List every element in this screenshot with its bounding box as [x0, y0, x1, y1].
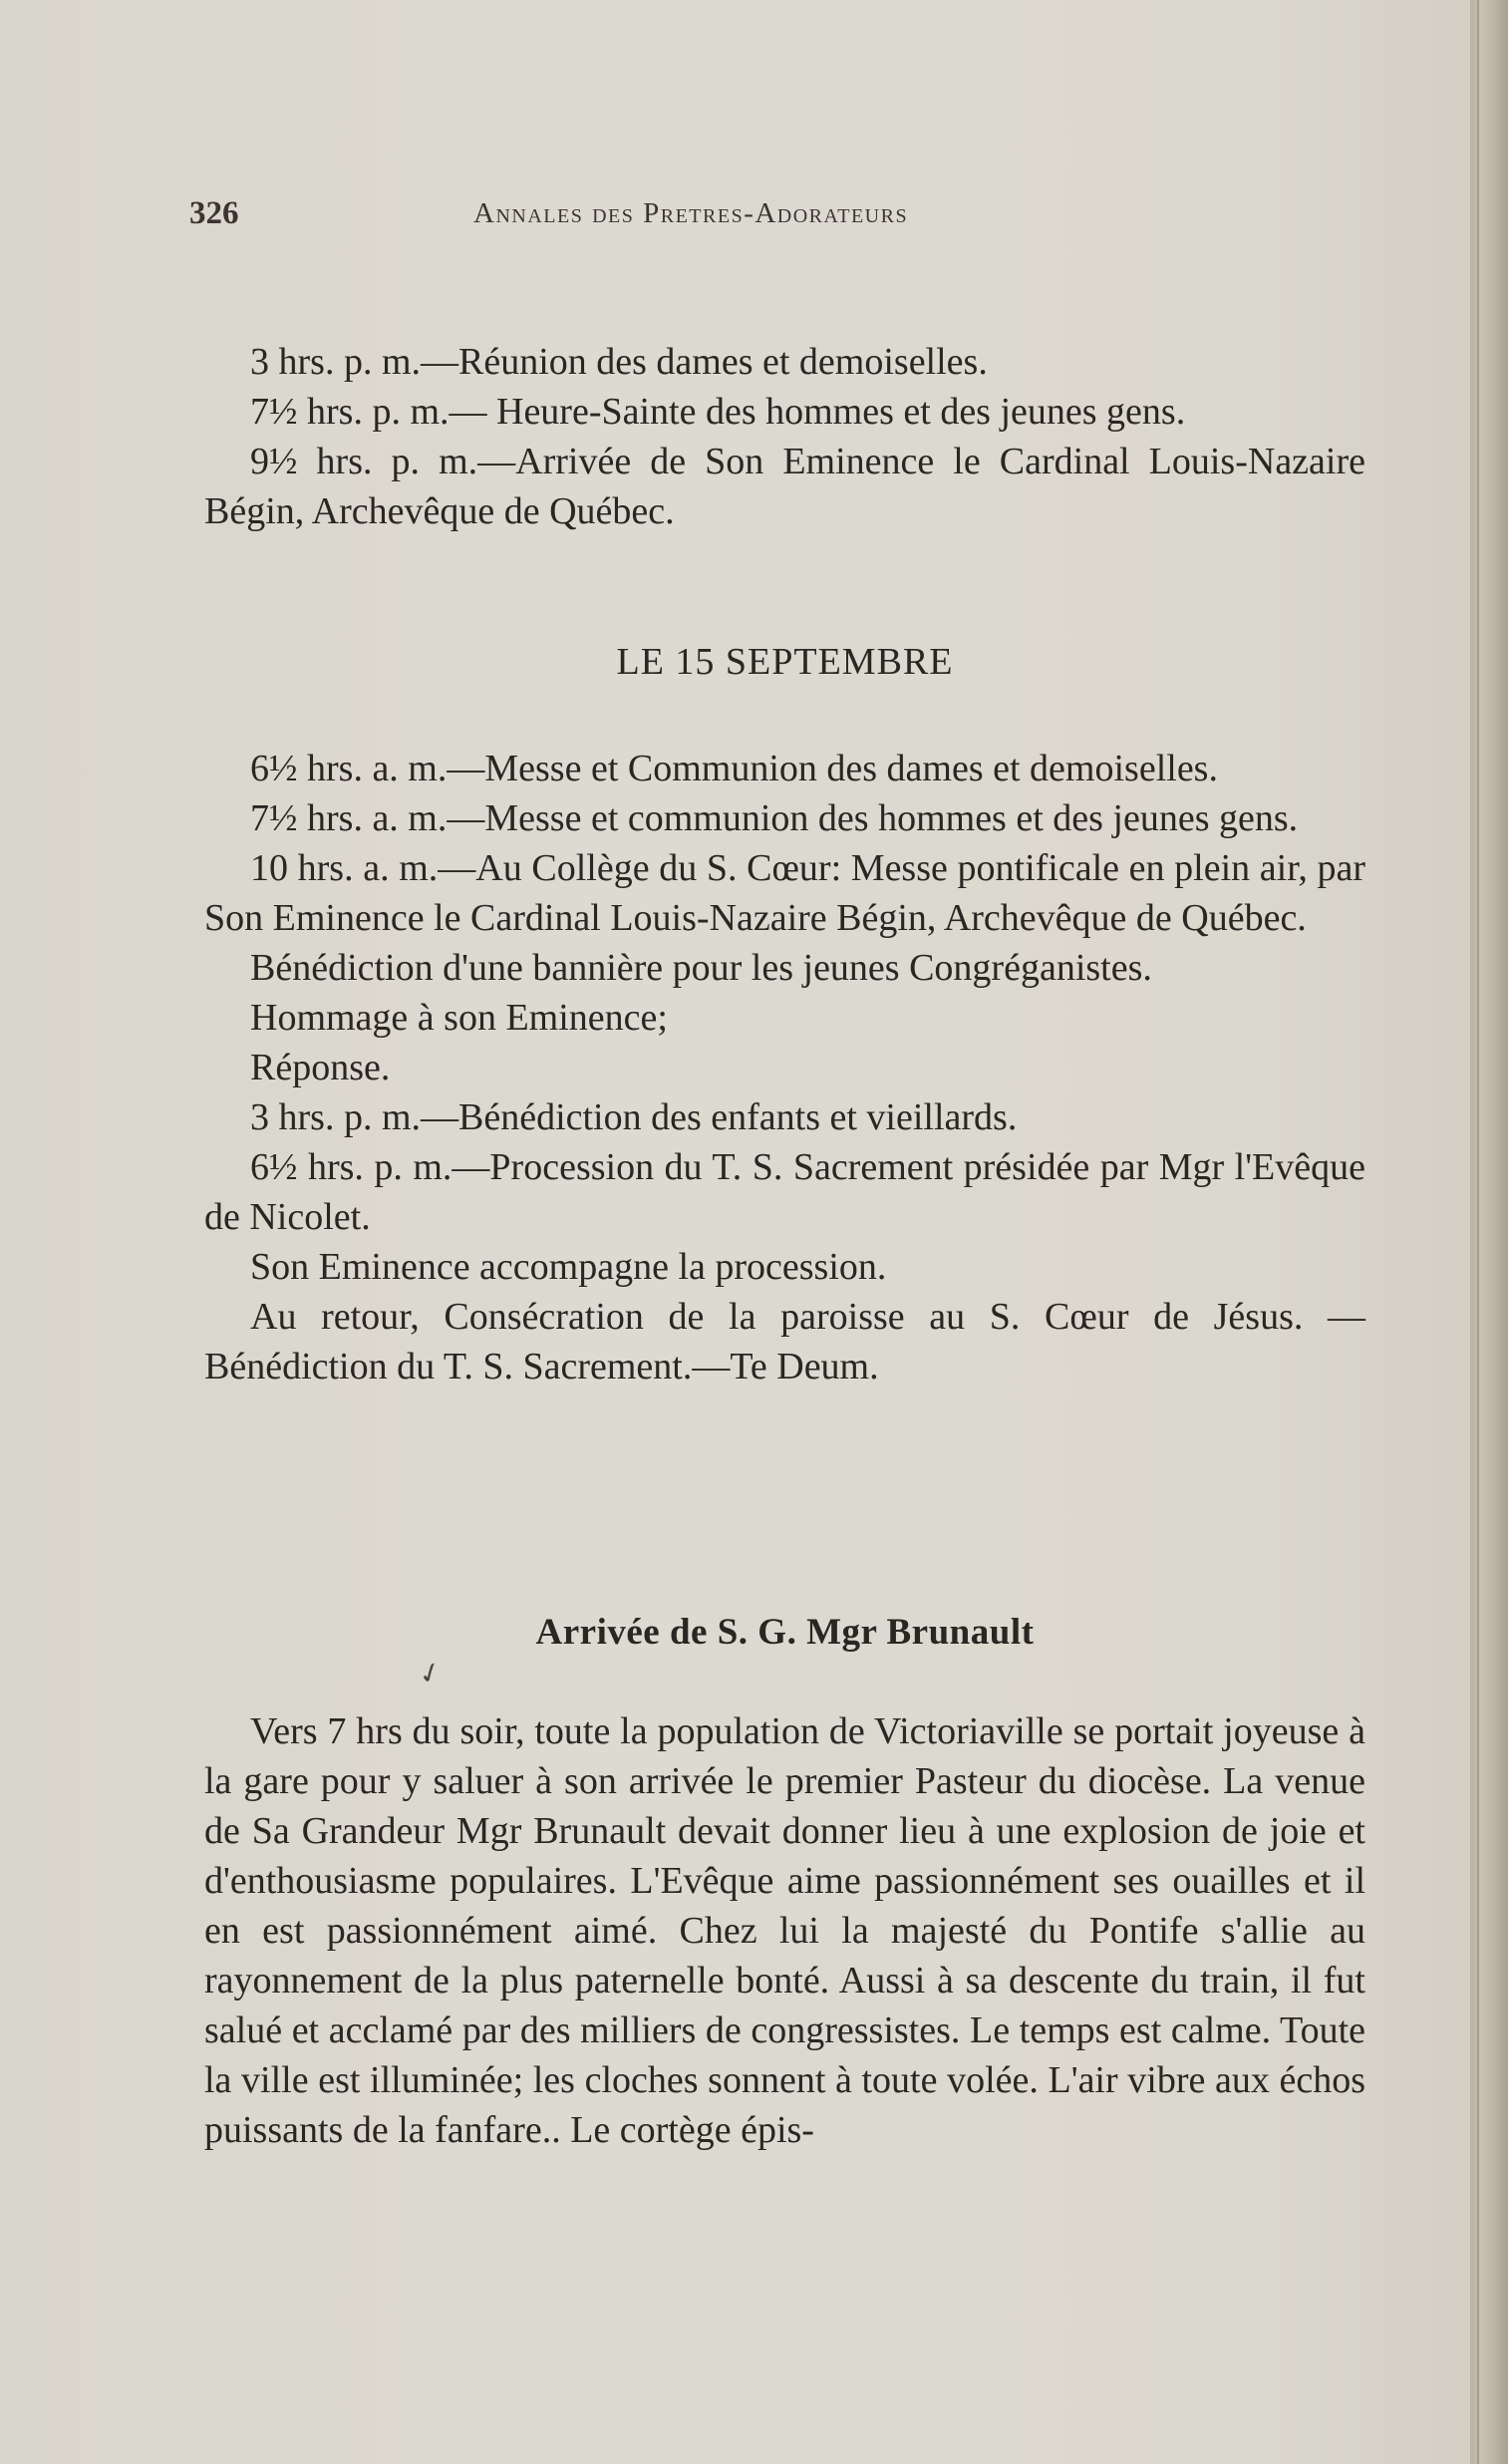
date-heading: LE 15 SEPTEMBRE — [616, 641, 954, 683]
schedule-line: Bénédiction d'une bannière pour les jeunes Congréganistes. — [250, 947, 1152, 989]
schedule-line: Réponse. — [250, 1047, 391, 1088]
schedule-line: 10 hrs. a. m.—Au Collège du S. Cœur: Messe pontificale en plein air, par Son Eminence le Cardinal Louis-Nazaire Bégin, Archevêque de Québec. — [204, 847, 1365, 939]
page-header — [189, 195, 1380, 239]
schedule-line: Hommage à son Eminence; — [250, 997, 668, 1039]
schedule-line: 7½ hrs. p. m.— Heure-Sainte des hommes et des jeunes gens. — [250, 391, 1186, 433]
running-title: Annales des Pretres-Adorateurs — [473, 197, 909, 229]
schedule-line: Au retour, Consécration de la paroisse au S. Cœur de Jésus. —Bénédiction du T. S. Sacrement.—Te Deum. — [204, 1296, 1365, 1387]
schedule-line: 7½ hrs. a. m.—Messe et communion des hommes et des jeunes gens. — [250, 797, 1299, 839]
schedule-line: 6½ hrs. p. m.—Procession du T. S. Sacrement présidée par Mgr l'Evêque de Nicolet. — [204, 1146, 1365, 1238]
schedule-line: 9½ hrs. p. m.—Arrivée de Son Eminence le Cardinal Louis-Nazaire Bégin, Archevêque de Québec. — [204, 441, 1365, 532]
schedule-line: Son Eminence accompagne la procession. — [250, 1246, 887, 1288]
page-edge-line — [1477, 0, 1479, 2464]
check-mark-icon: ✓ — [414, 1655, 448, 1694]
schedule-line: 6½ hrs. a. m.—Messe et Communion des dames et demoiselles. — [250, 748, 1218, 789]
page-number: 326 — [189, 195, 239, 231]
body-text — [204, 1706, 1365, 2155]
section-heading: Arrivée de S. G. Mgr Brunault — [535, 1612, 1035, 1653]
schedule-sept15-block — [204, 744, 1365, 1391]
schedule-evening-block — [204, 337, 1365, 536]
schedule-line: 3 hrs. p. m.—Bénédiction des enfants et vieillards. — [250, 1096, 1018, 1138]
body-paragraph: Vers 7 hrs du soir, toute la population de Victoriaville se portait joyeuse à la gare pour y saluer à son arrivée le premier Pasteur du diocèse. La venue de Sa Grandeur Mgr Brunault devait donner lieu à une explosion de joie et d'enthousiasme populaires. L'Evêque aime passionnément ses ouailles et il en est passionnément aimé. Chez lui la majesté du Pontife s'allie au rayonnement de la plus paternelle bonté. Aussi à sa descente du train, il fut salué et acclamé par des milliers de congressistes. Le temps est calme. Toute la ville est illuminée; les cloches sonnent à toute volée. L'air vibre aux échos puissants de la fanfare.. Le cortège épis- — [204, 1710, 1365, 2151]
schedule-line: 3 hrs. p. m.—Réunion des dames et demoiselles. — [250, 341, 988, 383]
page-edge — [1470, 0, 1508, 2464]
